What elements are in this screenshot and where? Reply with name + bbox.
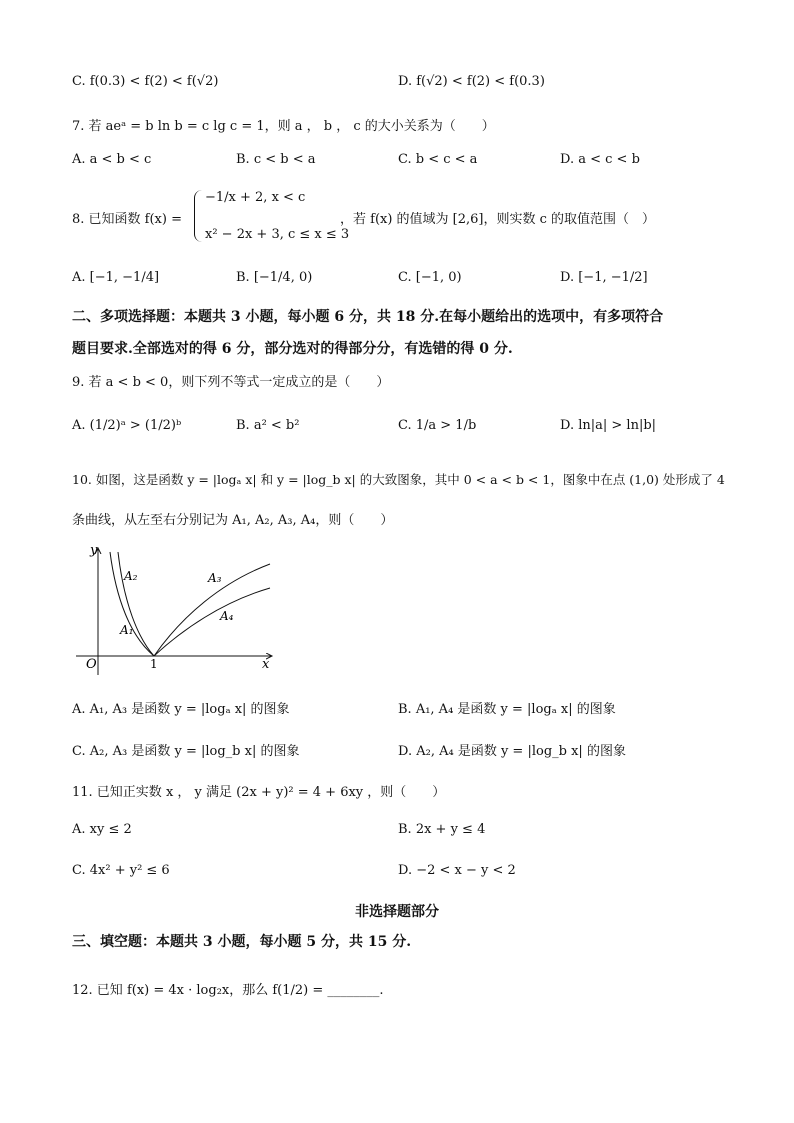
origin-label: O [86, 657, 97, 672]
q9-option-a: A. (1/2)ᵃ > (1/2)ᵇ [72, 418, 182, 433]
x-axis-label: x [262, 657, 270, 672]
q8-option-d: D. [−1, −1/2] [560, 270, 648, 285]
section2-heading-line1: 二、多项选择题：本题共 3 小题，每小题 6 分，共 18 分.在每小题给出的选项中，有多项符合 [72, 309, 664, 325]
q10-option-b: B. A₁, A₄ 是函数 y = |logₐ x| 的图象 [398, 702, 616, 717]
q11-option-c: C. 4x² + y² ≤ 6 [72, 863, 170, 878]
y-axis-label: y [90, 543, 98, 558]
part2-title: 非选择题部分 [355, 904, 439, 920]
q8-prefix: 8. 已知函数 f(x) = [72, 212, 182, 227]
q9-option-c: C. 1/a > 1/b [398, 418, 477, 433]
tick-one-label: 1 [150, 657, 158, 671]
q8-case-1: −1/x + 2, x < c [205, 190, 306, 205]
q7-stem: 7. 若 aeᵃ = b ln b = c lg c = 1，则 a ， b ， c 的大小关系为（ ） [72, 119, 495, 134]
q7-option-d: D. a < c < b [560, 152, 640, 167]
q8-suffix: ，若 f(x) 的值域为 [2,6]，则实数 c 的取值范围（ ） [340, 212, 656, 227]
q12-stem: 12. 已知 f(x) = 4x · log₂x，那么 f(1/2) = ________. [72, 983, 384, 998]
q7-option-a: A. a < b < c [72, 152, 152, 167]
a3-label: A₃ [208, 571, 222, 585]
q10-stem-line2: 条曲线，从左至右分别记为 A₁, A₂, A₃, A₄，则（ ） [72, 513, 394, 528]
q8-option-c: C. [−1, 0) [398, 270, 462, 285]
section2-heading-line2: 题目要求.全部选对的得 6 分，部分选对的得部分分，有选错的得 0 分. [72, 341, 513, 357]
q11-stem: 11. 已知正实数 x ， y 满足 (2x + y)² = 4 + 6xy ，则（ ） [72, 785, 446, 800]
q10-option-d: D. A₂, A₄ 是函数 y = |log_b x| 的图象 [398, 744, 626, 759]
q11-option-b: B. 2x + y ≤ 4 [398, 822, 486, 837]
curve-a1 [110, 552, 154, 656]
q11-option-a: A. xy ≤ 2 [72, 822, 132, 837]
q9-option-d: D. ln|a| > ln|b| [560, 418, 657, 433]
curve-a2 [118, 552, 154, 656]
q10-graph [72, 540, 282, 680]
a4-label: A₄ [220, 609, 234, 623]
q8-option-a: A. [−1, −1/4] [72, 270, 160, 285]
q9-stem: 9. 若 a < b < 0，则下列不等式一定成立的是（ ） [72, 375, 390, 390]
q8-case-2: x² − 2x + 3, c ≤ x ≤ 3 [205, 227, 350, 242]
q9-option-b: B. a² < b² [236, 418, 300, 433]
q6-option-c: C. f(0.3) < f(2) < f(√2) [72, 74, 219, 89]
q7-option-c: C. b < c < a [398, 152, 478, 167]
q8-option-b: B. [−1/4, 0) [236, 270, 313, 285]
curve-a4 [154, 588, 270, 656]
q6-option-d: D. f(√2) < f(2) < f(0.3) [398, 74, 545, 89]
a2-label: A₂ [124, 569, 138, 583]
q7-option-b: B. c < b < a [236, 152, 316, 167]
q8-brace [194, 190, 203, 242]
q10-option-c: C. A₂, A₃ 是函数 y = |log_b x| 的图象 [72, 744, 300, 759]
q10-stem-line1: 10. 如图，这是函数 y = |logₐ x| 和 y = |log_b x| 的大致图象，其中 0 < a < b < 1，图象中在点 (1,0) 处形成了 4 [72, 472, 725, 487]
q11-option-d: D. −2 < x − y < 2 [398, 863, 516, 878]
q10-option-a: A. A₁, A₃ 是函数 y = |logₐ x| 的图象 [72, 702, 290, 717]
section3-heading: 三、填空题：本题共 3 小题，每小题 5 分，共 15 分. [72, 934, 412, 950]
a1-label: A₁ [120, 623, 134, 637]
